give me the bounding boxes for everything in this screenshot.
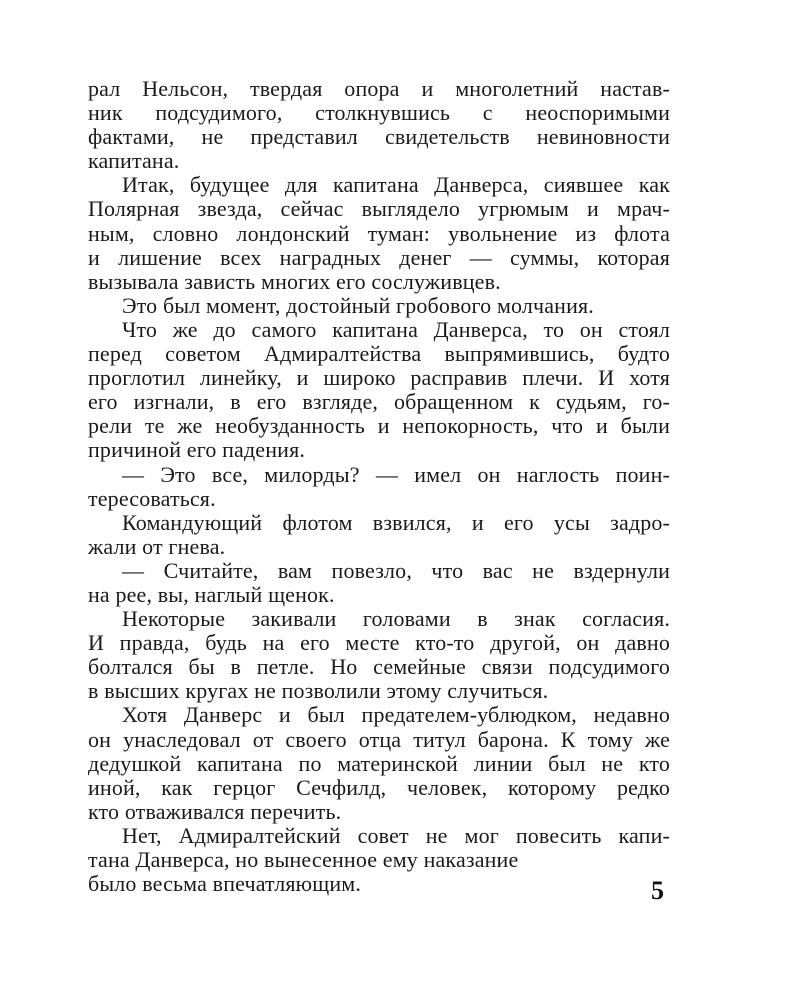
text-line: болтался бы в петле. Но семейные связи подсудимого	[88, 654, 670, 680]
text-line: И правда, будь на его месте кто-то другой, он давно	[88, 630, 670, 656]
text-line: было весьма впечатляющим.	[88, 871, 361, 897]
text-line: Хотя Данверс и был предателем-ублюдком, недавно	[122, 702, 670, 728]
text-line: Некоторые закивали головами в знак согласия.	[122, 606, 670, 632]
body-text	[88, 77, 670, 896]
text-line: Нет, Адмиралтейский совет не мог повесить капи-	[122, 822, 670, 848]
text-line: иной, как герцог Сечфилд, человек, которому редко	[88, 774, 670, 800]
page-number: 5	[651, 876, 664, 905]
text-line: тана Данверса, но вынесенное ему наказание	[88, 847, 519, 872]
text-line: кто отваживался перечить.	[88, 798, 342, 824]
text-line: и лишение всех наградных денег — суммы, которая	[88, 244, 670, 270]
text-line: жали от гнева.	[88, 533, 226, 559]
text-line: Итак, будущее для капитана Данверса, сиявшее как	[122, 172, 670, 198]
text-line: рал Нельсон, твердая опора и многолетний настав-	[88, 76, 670, 101]
text-line: вызывала зависть многих его сослуживцев.	[88, 268, 501, 294]
text-line: проглотил линейку, и широко расправив плечи. И хотя	[88, 365, 670, 391]
text-line: дедушкой капитана по материнской линии был не кто	[88, 750, 670, 776]
text-line: в высших кругах не позволили этому случиться.	[88, 678, 549, 704]
text-line: рели те же необузданность и непокорность, что и были	[88, 413, 670, 439]
text-line: перед советом Адмиралтейства выпрямившись, будто	[88, 341, 670, 367]
text-line: причиной его падения.	[88, 437, 305, 463]
text-line: Это был момент, достойный гробового молчания.	[122, 292, 594, 318]
text-line: фактами, не представил свидетельств невиновности	[88, 124, 670, 150]
text-line: Что же до самого капитана Данверса, то он стоял	[122, 316, 670, 342]
text-line: капитана.	[88, 148, 180, 174]
text-line: Полярная звезда, сейчас выглядело угрюмым и мрач-	[88, 196, 670, 222]
text-line: его изгнали, в его взгляде, обращенном к судьям, го-	[88, 389, 670, 415]
text-line: тересоваться.	[88, 485, 216, 511]
text-line: ным, словно лондонский туман: увольнение из флота	[88, 220, 670, 246]
text-line: — Считайте, вам повезло, что вас не вздернули	[122, 557, 670, 583]
text-line: — Это все, милорды? — имел он наглость поин-	[122, 461, 670, 487]
text-line: он унаследовал от своего отца титул барона. К тому же	[88, 726, 670, 752]
text-line: Командующий флотом взвился, и его усы задро-	[122, 509, 670, 535]
text-line: на рее, вы, наглый щенок.	[88, 581, 335, 607]
text-line: ник подсудимого, столкнувшись с неоспоримыми	[88, 100, 670, 126]
